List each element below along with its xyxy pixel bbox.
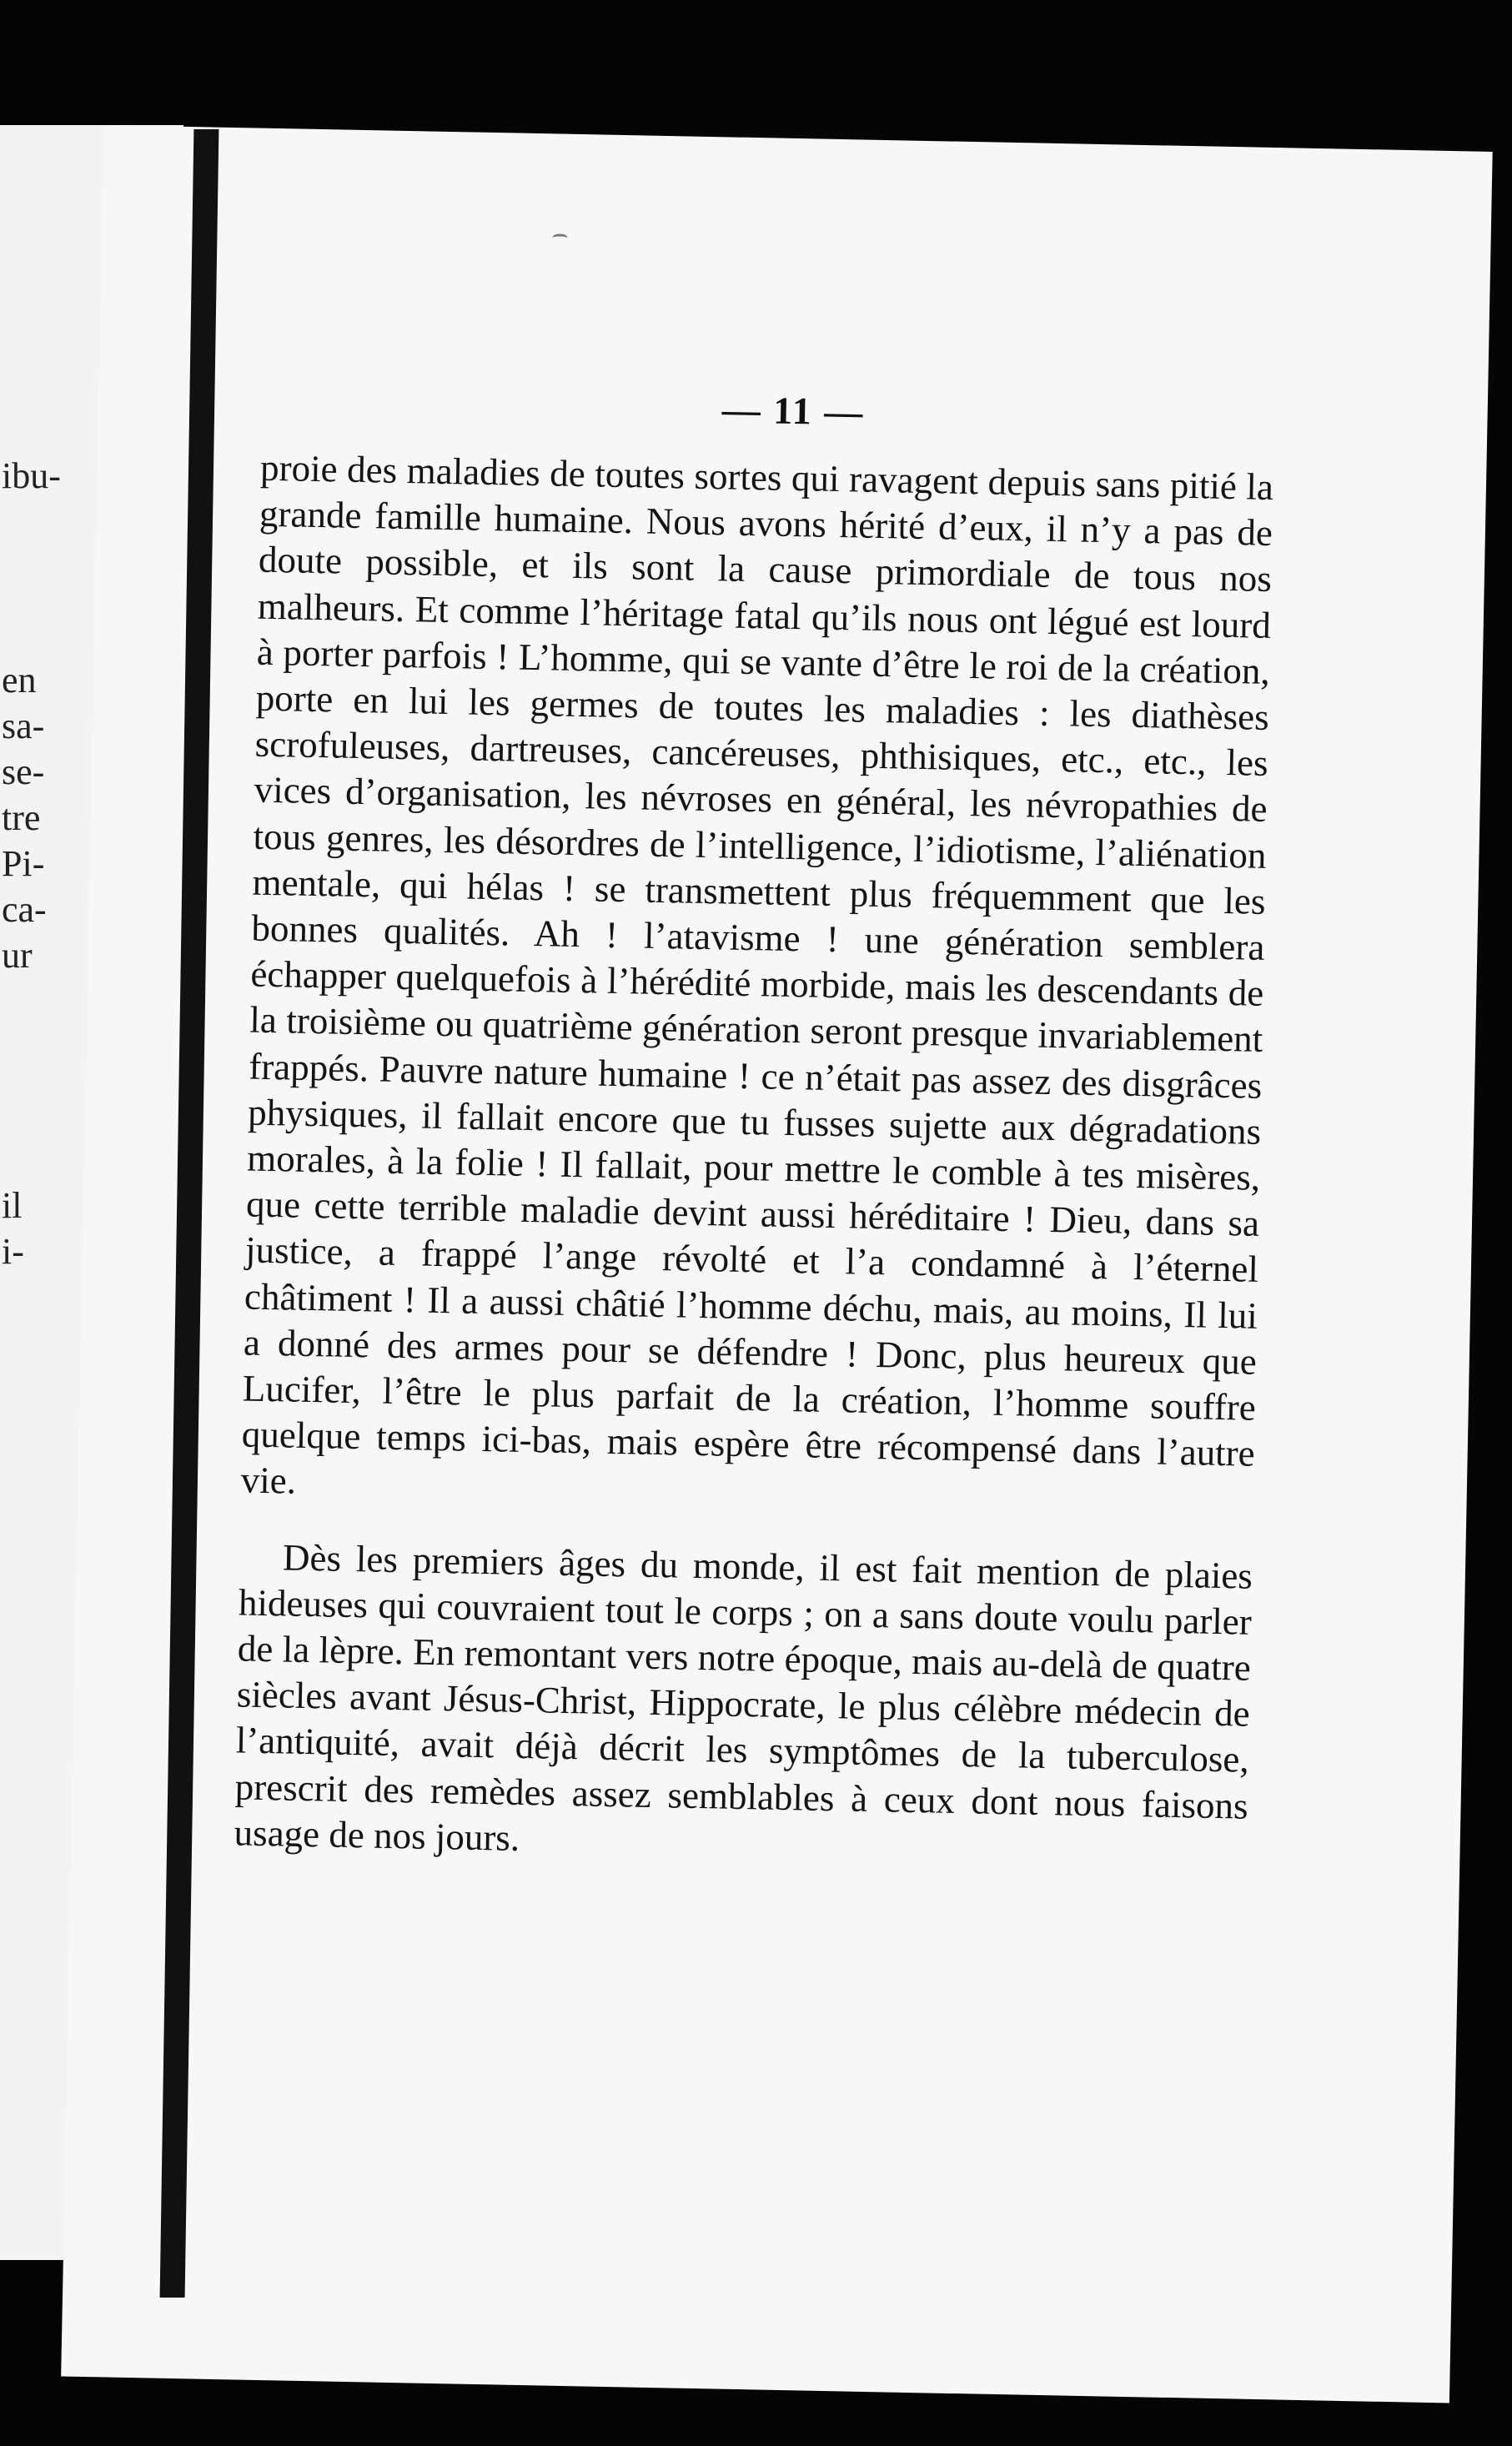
paragraph: proie des maladies de toutes sortes qui ravagent depuis sans pitié la grande famille humaine. Nous avons hérité d’eux, il n’y a pas de doute possible, et ils sont la cause primordiale de tous nos malheurs. Et comme l’héritage fatal qu’ils nous ont légué est lourd à porter parfois ! L’homme, qui se vante d’être le roi de la création, porte en lui les germes de toutes les maladies : les diathèses scrofuleuses, dartreuses, cancéreuses, phthisiques, etc., etc., les vices d’organisation, les névroses en général, les névropathies de tous genres, les désordres de l’intelligence, l’idiotisme, l’aliénation mentale, qui hélas ! se transmettent plus fréquemment que les bonnes qualités. Ah ! l’atavisme ! une génération semblera échapper quelquefois à l’hérédité morbide, mais les descendants de la troisième ou quatrième génération seront presque invariablement frappés. Pauvre nature humaine ! ce n’était pas assez des disgrâces physiques, il fallait encore que tu fusses sujette aux dégradations morales, à la folie ! Il fallait, pour mettre le comble à tes misères, que cette terrible maladie devint aussi héréditaire ! Dieu, dans sa justice, a frappé l’ange révolté et l’a condamné à l’éternel châtiment ! Il a aussi châtié l’homme déchu, mais, au moins, Il lui a donné des armes pour se défendre ! Donc, plus heureux que Lucifer, l’être le plus parfait de la création, l’homme souffre quelque temps ici-bas, mais espère être récompensé dans l’autre vie. — [240, 446, 1274, 1503]
page-number: — 11 — — [721, 388, 865, 434]
left-fragment: tre — [2, 797, 41, 838]
book-page — [61, 125, 1493, 2403]
scan-mark-icon — [552, 234, 567, 244]
left-fragment: ibu- — [2, 455, 61, 496]
left-fragment: ca- — [2, 889, 47, 930]
left-fragment: se- — [2, 751, 45, 792]
left-fragment: sa- — [2, 706, 45, 746]
left-fragment: i- — [2, 1231, 24, 1272]
page-body-text — [234, 445, 1273, 1876]
left-fragment: il — [2, 1185, 23, 1226]
left-fragment: en — [2, 660, 37, 701]
paragraph: Dès les premiers âges du monde, il est fait mention de plaies hideuses qui couvraient tout le corps ; on a sans doute voulu parler de la lèpre. En remontant vers notre époque, mais au-delà de quatre siècles avant Jésus-Christ, Hippocrate, le plus célèbre médecin de l’antiquité, avait déjà décrit les symptômes de la tuberculose, prescrit des remèdes assez semblables à ceux dont nous faisons usage de nos jours. — [234, 1536, 1253, 1859]
left-fragment: ur — [2, 935, 33, 976]
left-fragment: Pi- — [2, 843, 45, 884]
